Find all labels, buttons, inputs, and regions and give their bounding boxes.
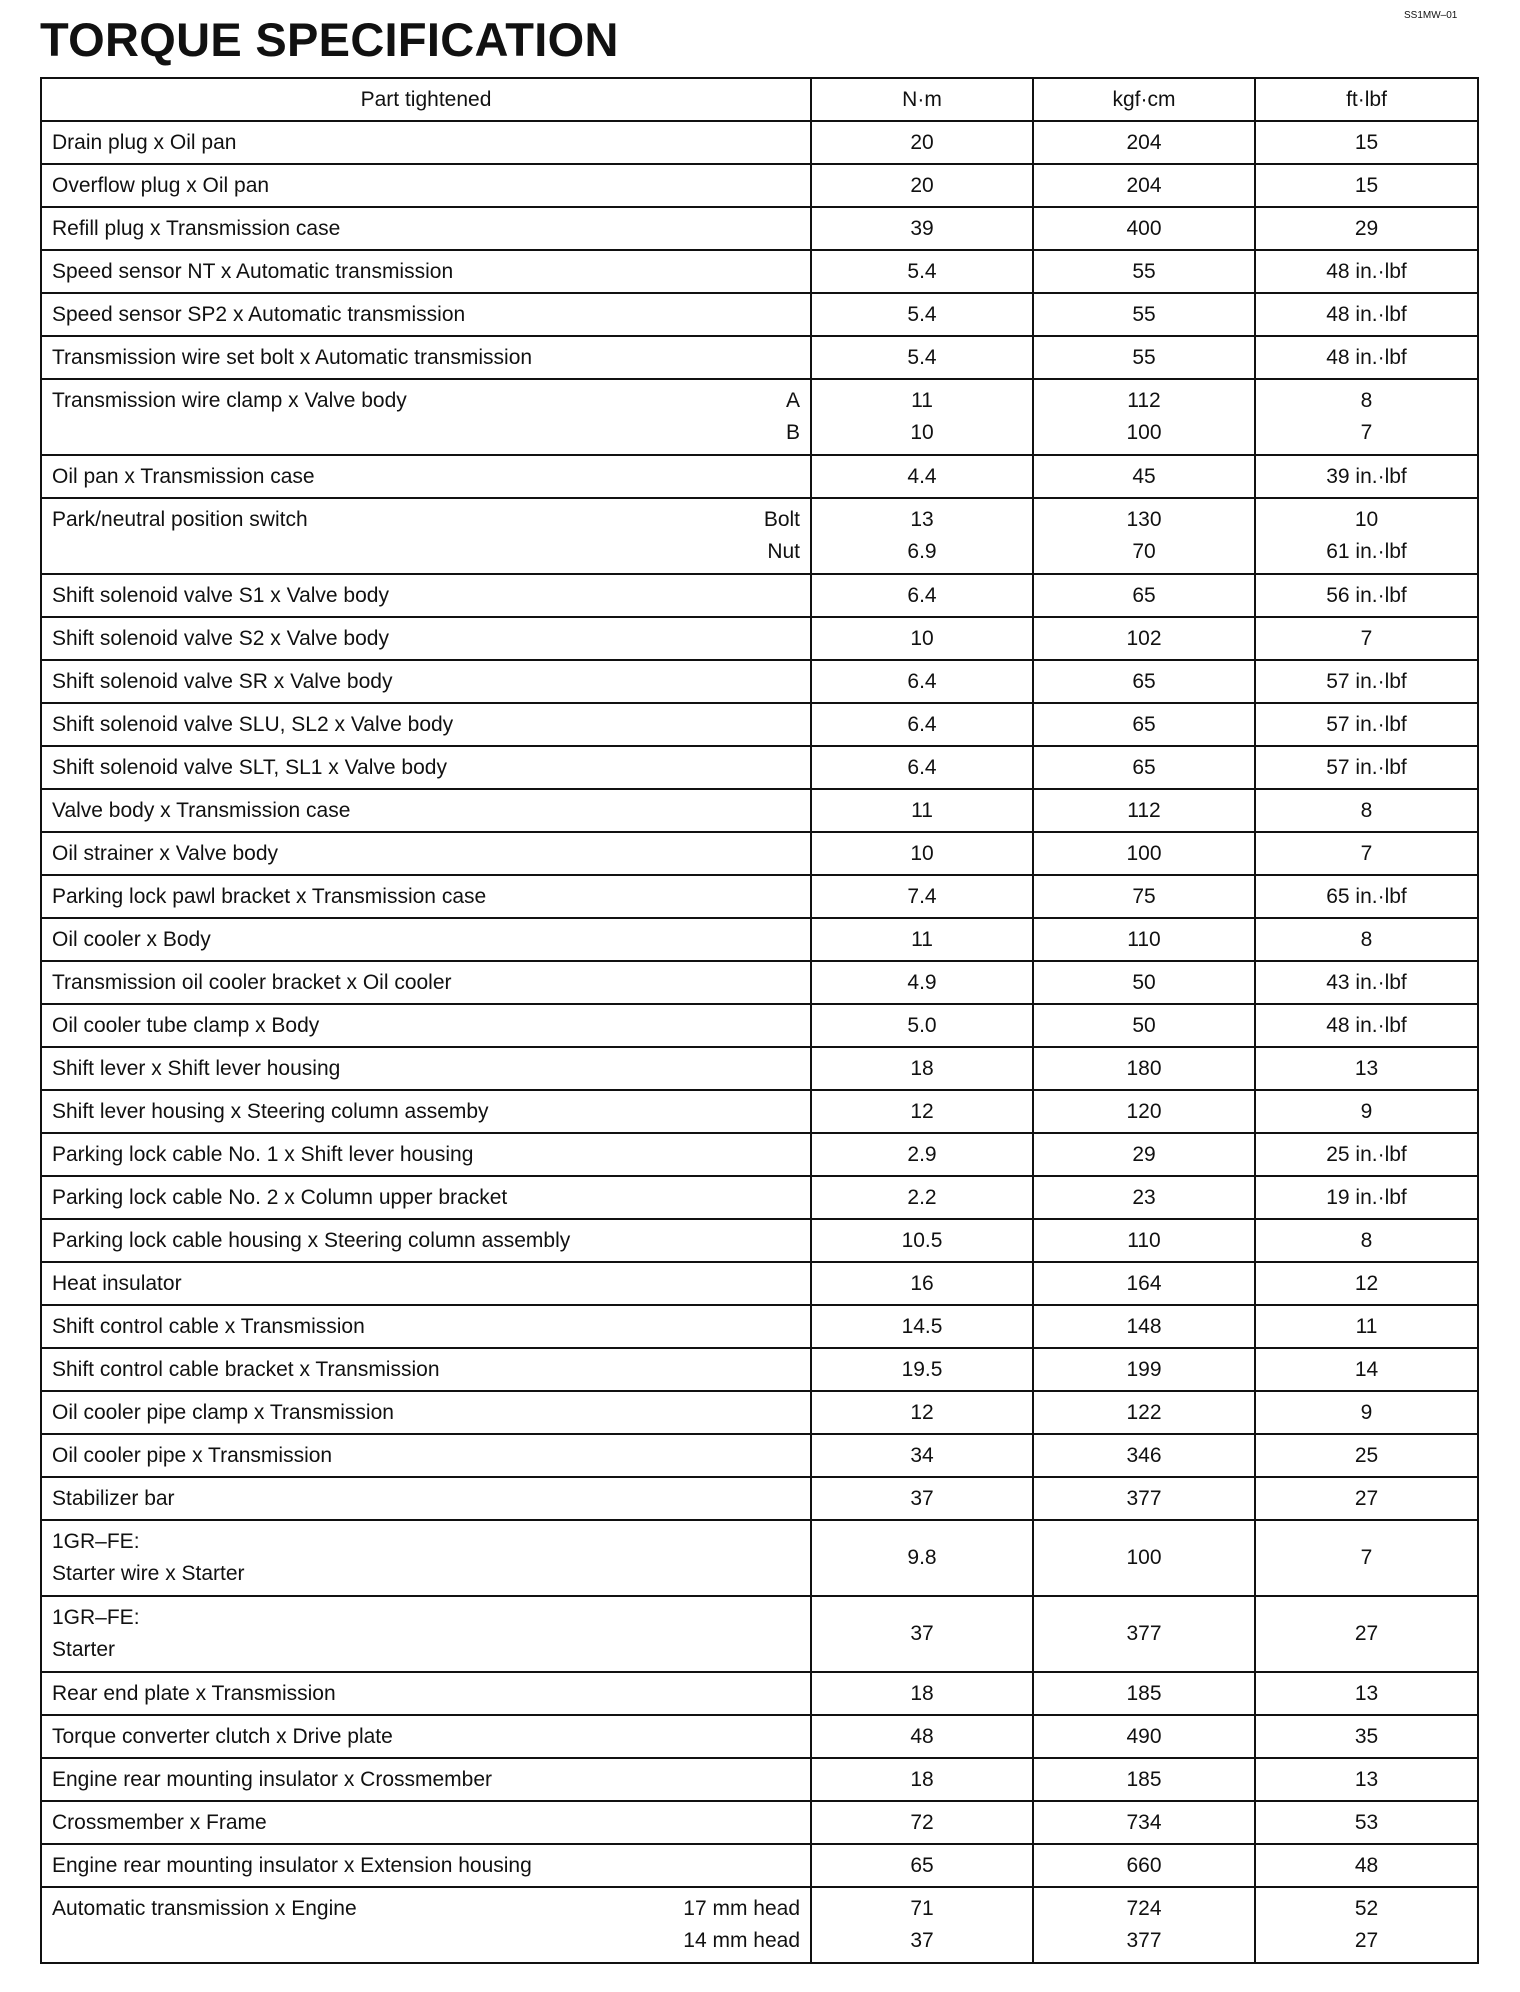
nm-cell: 2.2 [811, 1176, 1033, 1219]
kgfcm-cell: 75 [1033, 875, 1255, 918]
nm-cell: 12 [811, 1090, 1033, 1133]
table-row [41, 1434, 1478, 1477]
part-with-subs [52, 1893, 800, 1957]
kgfcm-cell: 29 [1033, 1133, 1255, 1176]
ftlbf-cell: 7 [1255, 832, 1478, 875]
ftlbf-cell: 27 [1255, 1477, 1478, 1520]
kgfcm-cell: 120 [1033, 1090, 1255, 1133]
kgfcm-cell: 65 [1033, 703, 1255, 746]
value-line: 37 [910, 1929, 934, 1952]
kgfcm-cell: 377 [1033, 1596, 1255, 1672]
sub-labels [683, 1893, 800, 1957]
table-row [41, 1801, 1478, 1844]
kgfcm-cell: 110 [1033, 918, 1255, 961]
part-cell: Refill plug x Transmission case [41, 207, 811, 250]
table-row [41, 207, 1478, 250]
nm-cell [811, 1887, 1033, 1963]
table-row [41, 1004, 1478, 1047]
kgfcm-cell: 204 [1033, 121, 1255, 164]
table-row [41, 660, 1478, 703]
part-cell: Transmission wire set bolt x Automatic transmission [41, 336, 811, 379]
part-name: Park/neutral position switch [52, 508, 308, 531]
kgfcm-cell: 55 [1033, 250, 1255, 293]
value-line: 724 [1126, 1897, 1162, 1920]
kgfcm-cell: 100 [1033, 1520, 1255, 1596]
table-row [41, 1133, 1478, 1176]
part-cell: Torque converter clutch x Drive plate [41, 1715, 811, 1758]
ftlbf-cell: 39 in.·lbf [1255, 455, 1478, 498]
part-line: Starter wire x Starter [52, 1562, 245, 1585]
part-cell: Shift solenoid valve SLU, SL2 x Valve body [41, 703, 811, 746]
kgfcm-cell: 112 [1033, 789, 1255, 832]
sub-label: A [785, 389, 800, 412]
part-cell: Heat insulator [41, 1262, 811, 1305]
table-row [41, 1176, 1478, 1219]
nm-cell: 34 [811, 1434, 1033, 1477]
ftlbf-cell: 48 in.·lbf [1255, 1004, 1478, 1047]
table-row [41, 1219, 1478, 1262]
part-cell: Shift control cable bracket x Transmission [41, 1348, 811, 1391]
sub-label: 17 mm head [683, 1897, 800, 1920]
value-line: 11 [911, 389, 933, 412]
part-cell: Oil cooler pipe x Transmission [41, 1434, 811, 1477]
ftlbf-cell: 8 [1255, 918, 1478, 961]
part-with-subs [52, 385, 800, 449]
ftlbf-cell: 9 [1255, 1090, 1478, 1133]
kgfcm-cell: 100 [1033, 832, 1255, 875]
part-line: 1GR–FE: [52, 1606, 140, 1629]
kgfcm-cell: 400 [1033, 207, 1255, 250]
nm-cell: 19.5 [811, 1348, 1033, 1391]
ftlbf-cell [1255, 379, 1478, 455]
table-row [41, 746, 1478, 789]
kgfcm-cell: 50 [1033, 1004, 1255, 1047]
ftlbf-cell [1255, 1887, 1478, 1963]
nm-cell: 37 [811, 1596, 1033, 1672]
nm-cell: 6.4 [811, 703, 1033, 746]
header-nm: N·m [811, 78, 1033, 121]
table-row [41, 1715, 1478, 1758]
torque-table [40, 77, 1479, 1964]
ftlbf-cell [1255, 498, 1478, 574]
nm-cell: 10.5 [811, 1219, 1033, 1262]
ftlbf-cell: 48 [1255, 1844, 1478, 1887]
table-row [41, 789, 1478, 832]
table-row [41, 1348, 1478, 1391]
nm-cell [811, 379, 1033, 455]
part-cell: Oil strainer x Valve body [41, 832, 811, 875]
nm-cell: 6.4 [811, 746, 1033, 789]
kgfcm-cell: 65 [1033, 660, 1255, 703]
kgfcm-cell: 734 [1033, 1801, 1255, 1844]
nm-cell: 10 [811, 617, 1033, 660]
nm-cell: 48 [811, 1715, 1033, 1758]
value-line: 71 [910, 1897, 934, 1920]
nm-cell: 18 [811, 1047, 1033, 1090]
nm-cell: 4.4 [811, 455, 1033, 498]
ftlbf-cell: 29 [1255, 207, 1478, 250]
ftlbf-cell: 65 in.·lbf [1255, 875, 1478, 918]
table-row [41, 455, 1478, 498]
kgfcm-cell: 185 [1033, 1672, 1255, 1715]
part-cell [41, 498, 811, 574]
kgfcm-cell: 55 [1033, 336, 1255, 379]
table-row [41, 961, 1478, 1004]
ftlbf-cell: 56 in.·lbf [1255, 574, 1478, 617]
part-cell [41, 1887, 811, 1963]
header-kgfcm: kgf·cm [1033, 78, 1255, 121]
ftlbf-cell: 43 in.·lbf [1255, 961, 1478, 1004]
table-row [41, 1887, 1478, 1963]
nm-cell: 4.9 [811, 961, 1033, 1004]
part-cell: Oil cooler tube clamp x Body [41, 1004, 811, 1047]
table-row [41, 875, 1478, 918]
value-line: 8 [1360, 389, 1373, 412]
kgfcm-cell [1033, 498, 1255, 574]
table-row [41, 1520, 1478, 1596]
sub-label: Bolt [763, 508, 800, 531]
part-cell: Shift lever housing x Steering column assemby [41, 1090, 811, 1133]
ftlbf-cell: 7 [1255, 1520, 1478, 1596]
part-name: Transmission wire clamp x Valve body [52, 389, 407, 412]
kgfcm-cell [1033, 379, 1255, 455]
value-line: 10 [910, 421, 934, 444]
table-row [41, 918, 1478, 961]
table-row [41, 574, 1478, 617]
part-cell: Speed sensor NT x Automatic transmission [41, 250, 811, 293]
table-row [41, 1090, 1478, 1133]
kgfcm-cell: 23 [1033, 1176, 1255, 1219]
part-cell: Oil cooler x Body [41, 918, 811, 961]
part-cell: Engine rear mounting insulator x Crossmember [41, 1758, 811, 1801]
kgfcm-cell: 122 [1033, 1391, 1255, 1434]
page-title: TORQUE SPECIFICATION [40, 13, 619, 66]
ftlbf-cell: 15 [1255, 121, 1478, 164]
nm-cell [811, 498, 1033, 574]
nm-cell: 11 [811, 918, 1033, 961]
kgfcm-cell [1033, 1887, 1255, 1963]
kgfcm-cell: 65 [1033, 746, 1255, 789]
part-cell: Rear end plate x Transmission [41, 1672, 811, 1715]
nm-cell: 20 [811, 121, 1033, 164]
table-row [41, 1596, 1478, 1672]
table-row [41, 1844, 1478, 1887]
header-ftlbf: ft·lbf [1255, 78, 1478, 121]
kgfcm-cell: 490 [1033, 1715, 1255, 1758]
nm-cell: 6.4 [811, 574, 1033, 617]
ftlbf-cell: 27 [1255, 1596, 1478, 1672]
value-line: 6.9 [907, 540, 937, 563]
kgfcm-cell: 660 [1033, 1844, 1255, 1887]
part-cell: Oil cooler pipe clamp x Transmission [41, 1391, 811, 1434]
document-code: SS1MW–01 [1404, 10, 1458, 21]
part-cell: Drain plug x Oil pan [41, 121, 811, 164]
value-line: 130 [1126, 508, 1162, 531]
ftlbf-cell: 53 [1255, 1801, 1478, 1844]
table-row [41, 250, 1478, 293]
ftlbf-cell: 13 [1255, 1047, 1478, 1090]
value-line: 377 [1126, 1929, 1162, 1952]
kgfcm-cell: 110 [1033, 1219, 1255, 1262]
nm-cell: 18 [811, 1758, 1033, 1801]
sub-label: Nut [767, 540, 800, 563]
kgfcm-cell: 164 [1033, 1262, 1255, 1305]
nm-cell: 65 [811, 1844, 1033, 1887]
nm-cell: 5.4 [811, 250, 1033, 293]
ftlbf-cell: 57 in.·lbf [1255, 703, 1478, 746]
table-row [41, 121, 1478, 164]
table-row [41, 1477, 1478, 1520]
part-cell: Engine rear mounting insulator x Extension housing [41, 1844, 811, 1887]
table-row [41, 1672, 1478, 1715]
table-row [41, 379, 1478, 455]
value-line: 7 [1360, 421, 1373, 444]
ftlbf-cell: 57 in.·lbf [1255, 746, 1478, 789]
part-name: Automatic transmission x Engine [52, 1897, 357, 1920]
nm-cell: 14.5 [811, 1305, 1033, 1348]
ftlbf-cell: 25 [1255, 1434, 1478, 1477]
table-row [41, 1391, 1478, 1434]
kgfcm-cell: 45 [1033, 455, 1255, 498]
part-cell [41, 1596, 811, 1672]
part-cell: Speed sensor SP2 x Automatic transmission [41, 293, 811, 336]
ftlbf-cell: 13 [1255, 1758, 1478, 1801]
ftlbf-cell: 11 [1255, 1305, 1478, 1348]
value-line: 70 [1132, 540, 1156, 563]
part-cell: Valve body x Transmission case [41, 789, 811, 832]
value-line: 10 [1354, 508, 1379, 531]
value-line: 61 in.·lbf [1326, 540, 1407, 563]
header-part: Part tightened [41, 78, 811, 121]
kgfcm-cell: 55 [1033, 293, 1255, 336]
value-line: 52 [1354, 1897, 1379, 1920]
table-row [41, 1047, 1478, 1090]
part-cell: Shift solenoid valve S2 x Valve body [41, 617, 811, 660]
kgfcm-cell: 204 [1033, 164, 1255, 207]
ftlbf-cell: 13 [1255, 1672, 1478, 1715]
nm-cell: 9.8 [811, 1520, 1033, 1596]
ftlbf-cell: 9 [1255, 1391, 1478, 1434]
kgfcm-cell: 377 [1033, 1477, 1255, 1520]
sub-labels [786, 385, 800, 449]
part-cell: Transmission oil cooler bracket x Oil cooler [41, 961, 811, 1004]
part-cell [41, 379, 811, 455]
nm-cell: 5.4 [811, 293, 1033, 336]
nm-cell: 39 [811, 207, 1033, 250]
part-cell: Parking lock cable No. 2 x Column upper bracket [41, 1176, 811, 1219]
part-cell: Shift solenoid valve SLT, SL1 x Valve body [41, 746, 811, 789]
kgfcm-cell: 199 [1033, 1348, 1255, 1391]
table-row [41, 1758, 1478, 1801]
part-with-subs [52, 504, 800, 568]
ftlbf-cell: 48 in.·lbf [1255, 336, 1478, 379]
kgfcm-cell: 148 [1033, 1305, 1255, 1348]
nm-cell: 20 [811, 164, 1033, 207]
value-line: 100 [1126, 421, 1162, 444]
table-row [41, 1262, 1478, 1305]
nm-cell: 5.4 [811, 336, 1033, 379]
part-cell: Crossmember x Frame [41, 1801, 811, 1844]
part-line: 1GR–FE: [52, 1530, 140, 1553]
kgfcm-cell: 346 [1033, 1434, 1255, 1477]
nm-cell: 6.4 [811, 660, 1033, 703]
table-row [41, 703, 1478, 746]
table-row [41, 1305, 1478, 1348]
ftlbf-cell: 8 [1255, 789, 1478, 832]
ftlbf-cell: 12 [1255, 1262, 1478, 1305]
table-body [41, 121, 1478, 1963]
nm-cell: 37 [811, 1477, 1033, 1520]
kgfcm-cell: 185 [1033, 1758, 1255, 1801]
part-cell: Parking lock pawl bracket x Transmission case [41, 875, 811, 918]
nm-cell: 10 [811, 832, 1033, 875]
ftlbf-cell: 7 [1255, 617, 1478, 660]
kgfcm-cell: 102 [1033, 617, 1255, 660]
table-row [41, 617, 1478, 660]
ftlbf-cell: 57 in.·lbf [1255, 660, 1478, 703]
nm-cell: 16 [811, 1262, 1033, 1305]
ftlbf-cell: 19 in.·lbf [1255, 1176, 1478, 1219]
nm-cell: 12 [811, 1391, 1033, 1434]
table-row [41, 164, 1478, 207]
kgfcm-cell: 180 [1033, 1047, 1255, 1090]
ftlbf-cell: 8 [1255, 1219, 1478, 1262]
value-line: 27 [1354, 1929, 1379, 1952]
part-cell: Overflow plug x Oil pan [41, 164, 811, 207]
table-row [41, 498, 1478, 574]
part-line: Starter [52, 1638, 116, 1661]
nm-cell: 18 [811, 1672, 1033, 1715]
part-cell: Stabilizer bar [41, 1477, 811, 1520]
part-cell: Parking lock cable No. 1 x Shift lever housing [41, 1133, 811, 1176]
ftlbf-cell: 14 [1255, 1348, 1478, 1391]
nm-cell: 2.9 [811, 1133, 1033, 1176]
sub-label: B [785, 421, 800, 444]
part-cell: Parking lock cable housing x Steering column assembly [41, 1219, 811, 1262]
table-header-row [41, 78, 1478, 121]
ftlbf-cell: 48 in.·lbf [1255, 250, 1478, 293]
ftlbf-cell: 25 in.·lbf [1255, 1133, 1478, 1176]
part-cell: Shift control cable x Transmission [41, 1305, 811, 1348]
sub-label: 14 mm head [683, 1929, 800, 1952]
table-row [41, 832, 1478, 875]
part-cell: Shift solenoid valve SR x Valve body [41, 660, 811, 703]
nm-cell: 7.4 [811, 875, 1033, 918]
part-cell: Shift solenoid valve S1 x Valve body [41, 574, 811, 617]
sub-labels [764, 504, 800, 568]
table-row [41, 293, 1478, 336]
nm-cell: 5.0 [811, 1004, 1033, 1047]
ftlbf-cell: 15 [1255, 164, 1478, 207]
nm-cell: 72 [811, 1801, 1033, 1844]
kgfcm-cell: 65 [1033, 574, 1255, 617]
part-cell [41, 1520, 811, 1596]
part-cell: Shift lever x Shift lever housing [41, 1047, 811, 1090]
nm-cell: 11 [811, 789, 1033, 832]
ftlbf-cell: 48 in.·lbf [1255, 293, 1478, 336]
table-row [41, 336, 1478, 379]
part-cell: Oil pan x Transmission case [41, 455, 811, 498]
ftlbf-cell: 35 [1255, 1715, 1478, 1758]
value-line: 112 [1127, 389, 1161, 412]
value-line: 13 [910, 508, 934, 531]
kgfcm-cell: 50 [1033, 961, 1255, 1004]
